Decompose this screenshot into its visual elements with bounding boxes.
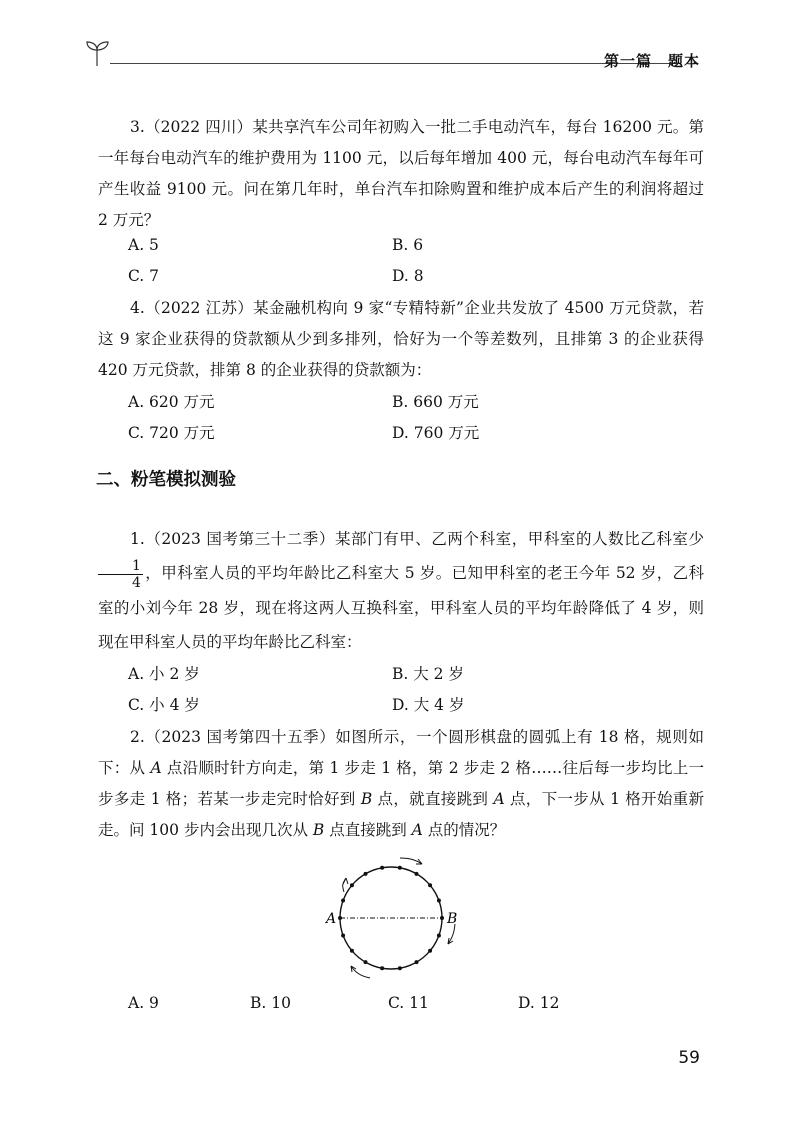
text-part: 点，下一步从 1 格开始重新走。问 100 步内会出现几次从 xyxy=(98,790,704,839)
board-cell-dot xyxy=(398,866,402,870)
fraction xyxy=(98,558,143,591)
text-part: 2.（2023 国考第四十五季）如图所示，一个圆形棋盘的圆弧上有 18 格，规则如下：从 xyxy=(98,728,704,777)
option-d: D. 12 xyxy=(518,994,560,1012)
text-part: 点沿顺时针方向走，第 1 步走 1 格，第 2 步走 2 格……往后每一步均比上一步多走 1 格；若某一步走完时恰好到 xyxy=(98,759,704,808)
option-c: C. 11 xyxy=(388,994,429,1012)
sprout-icon xyxy=(84,38,112,68)
board-cell-dot xyxy=(364,872,368,876)
board-cell-dot xyxy=(437,933,441,937)
page-header xyxy=(84,36,700,70)
question-3 xyxy=(98,112,704,236)
arrowhead-icon xyxy=(448,938,453,944)
fraction-denominator: 4 xyxy=(132,574,141,591)
point-a-ref: A xyxy=(411,821,423,839)
option-c: C. 720 万元 xyxy=(128,424,215,442)
text-part: 点，就直接跳到 xyxy=(372,790,494,808)
board-cell-dot xyxy=(380,966,384,970)
point-a-ref: A xyxy=(150,759,162,777)
arrow-icon xyxy=(400,858,422,864)
section-heading: 二、粉笔模拟测验 xyxy=(96,470,236,490)
board-cell-dot xyxy=(364,960,368,964)
option-d: D. 大 4 岁 xyxy=(392,696,465,714)
fraction-numerator: 1 xyxy=(98,558,143,575)
text-suffix: ，甲科室人员的平均年龄比乙科室大 5 岁。已知甲科室的老王今年 52 岁，乙科室的小刘今年 28 岁，现在将这两人互换科室，甲科室人员的平均年龄降低了 4 岁，则现在甲科室人员的平均年龄比乙科室： xyxy=(98,564,704,651)
circular-board-figure xyxy=(318,854,468,984)
text-part: 点的情况？ xyxy=(422,821,506,839)
board-cell-dot xyxy=(350,883,354,887)
option-a: A. 小 2 岁 xyxy=(128,665,200,683)
question-text: 3.（2022 四川）某共享汽车公司年初购入一批二手电动汽车，每台 16200 元。第一年每台电动汽车的维护费用为 1100 元，以后每年增加 400 元，每台电动汽车每年可产生收益 9100 元。问在第几年时，单台汽车扣除购置和维护成本后产生的利润将超过 2 万元？ xyxy=(98,118,704,229)
board-cell-dot xyxy=(398,966,402,970)
board-cell-dot xyxy=(428,883,432,887)
option-b: B. 6 xyxy=(392,236,424,254)
page-number: 59 xyxy=(678,1048,700,1068)
question-text xyxy=(98,522,704,659)
board-cell-dot xyxy=(341,933,345,937)
board-cell-dot xyxy=(415,872,419,876)
section-title: 第一篇 题本 xyxy=(603,52,700,70)
point-a-ref: A xyxy=(493,790,505,808)
question-4 xyxy=(98,293,704,386)
option-c: C. 小 4 岁 xyxy=(128,696,200,714)
option-a: A. 9 xyxy=(128,994,159,1012)
header-rule xyxy=(110,63,680,64)
question-text xyxy=(98,722,704,846)
option-b: B. 大 2 岁 xyxy=(392,665,464,683)
label-point-b: B xyxy=(447,911,458,927)
option-b: B. 660 万元 xyxy=(392,393,479,411)
point-b-ref: B xyxy=(312,821,325,839)
option-d: D. 8 xyxy=(392,267,424,285)
text-prefix: 1.（2023 国考第三十二季）某部门有甲、乙两个科室，甲科室的人数比乙科室少 xyxy=(130,530,704,548)
label-point-a: A xyxy=(326,911,337,927)
board-cell-dot xyxy=(428,949,432,953)
option-a: A. 5 xyxy=(128,236,159,254)
mock-question-1 xyxy=(98,522,704,659)
point-b-ref: B xyxy=(360,790,373,808)
option-b: B. 10 xyxy=(250,994,291,1012)
option-c: C. 7 xyxy=(128,267,160,285)
board-cell-dot xyxy=(380,866,384,870)
board-cell-dot xyxy=(415,960,419,964)
question-text: 4.（2022 江苏）某金融机构向 9 家“专精特新”企业共发放了 4500 万元贷款，若这 9 家企业获得的贷款额从少到多排列，恰好为一个等差数列，且排第 3 的企业获得 420 万元贷款，排第 8 的企业获得的贷款额为： xyxy=(98,299,704,379)
board-cell-dot xyxy=(437,899,441,903)
option-d: D. 760 万元 xyxy=(392,424,480,442)
board-cell-dot xyxy=(341,899,345,903)
option-a: A. 620 万元 xyxy=(128,393,215,411)
text-part: 点直接跳到 xyxy=(324,821,412,839)
board-cell-dot xyxy=(350,949,354,953)
arrow-icon xyxy=(448,924,455,944)
mock-question-2 xyxy=(98,722,704,846)
